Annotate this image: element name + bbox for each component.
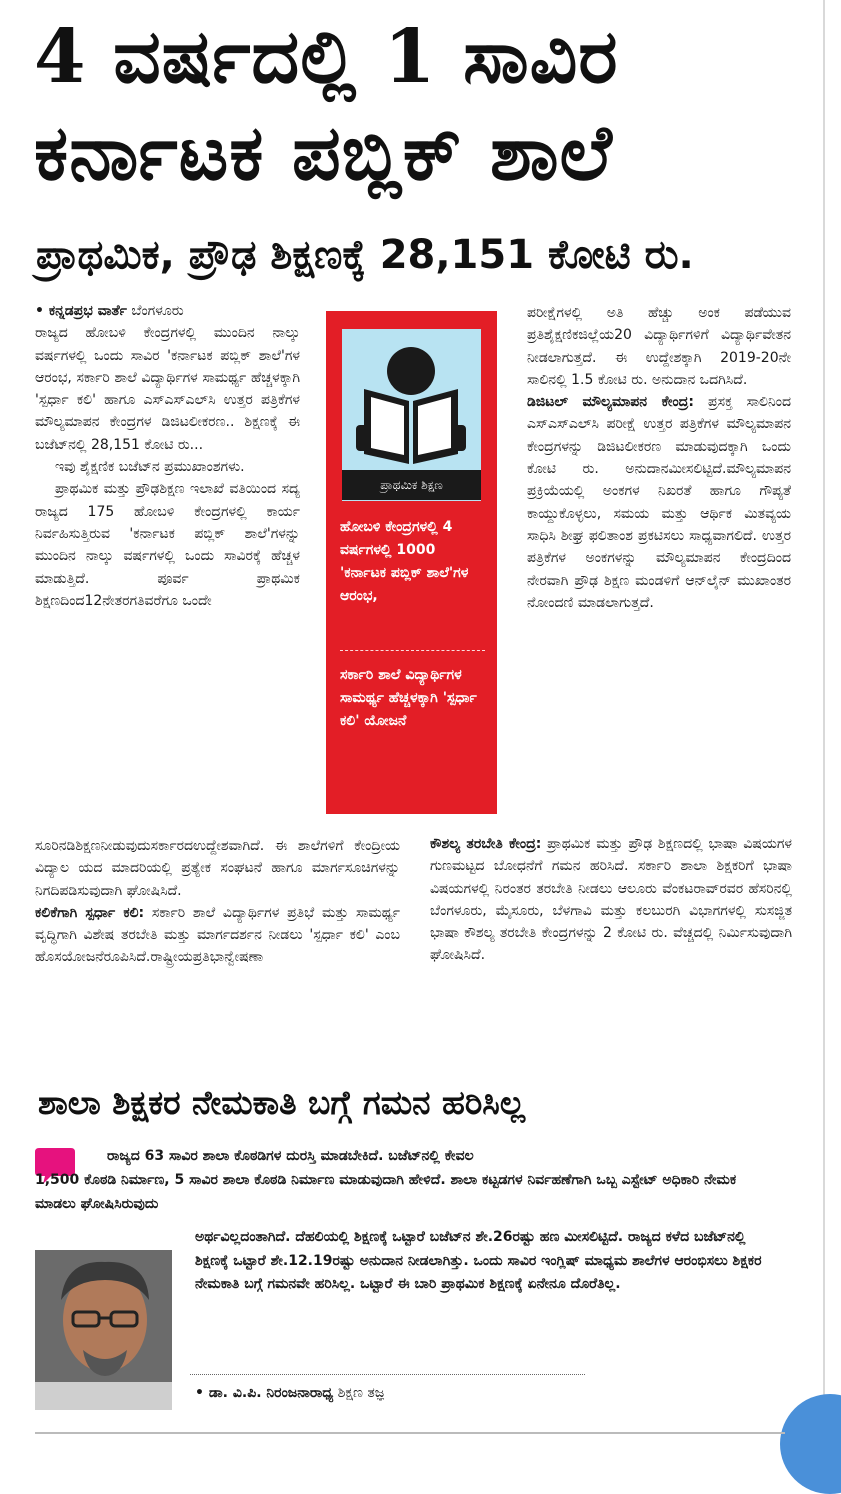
- headline-line-1: 4 ವರ್ಷದಲ್ಲಿ 1 ಸಾವಿರ: [34, 14, 619, 100]
- byline-place: ಬೆಂಗಳೂರು: [131, 303, 184, 319]
- article-column-1: [35, 300, 300, 612]
- paragraph: ಇವು ಶೈಕ್ಷಣಿಕ ಬಜೆಟ್‌ನ ಪ್ರಮುಖಾಂಶಗಳು.: [55, 459, 245, 476]
- highlight-point-2: ಸರ್ಕಾರಿ ಶಾಲೆ ವಿದ್ಯಾರ್ಥಿಗಳ ಸಾಮರ್ಥ್ಯ ಹೆಚ್ಚಳಕ್ಕಾಗಿ 'ಸ್ಪರ್ಧಾ ಕಲಿ' ಯೋಜನೆ: [340, 667, 477, 729]
- author-name: • ಡಾ. ವಿ.ಪಿ. ನಿರಂಜನಾರಾಧ್ಯ: [195, 1385, 334, 1401]
- subhead-digital-evaluation: ಡಿಜಿಟಲ್ ಮೌಲ್ಯಮಾಪನ ಕೇಂದ್ರ:: [527, 394, 694, 411]
- article-column-3: [527, 302, 791, 614]
- byline-source: • ಕನ್ನಡಪ್ರಭ ವಾರ್ತೆ: [35, 303, 127, 319]
- paragraph: ಪ್ರಾಥಮಿಕ ಮತ್ತು ಪ್ರೌಢಶಿಕ್ಷಣ ಇಲಾಖೆ ವತಿಯಿಂದ ಸದ್ಯ ರಾಜ್ಯದ 175 ಹೋಬಳಿ ಕೇಂದ್ರಗಳಲ್ಲಿ ಕಾರ್ಯ ನಿರ್ವಹಿಸುತ್ತಿರುವ 'ಕರ್ನಾಟಕ ಪಬ್ಲಿಕ್ ಶಾಲೆ'ಗಳನ್ನು ಮುಂದಿನ ನಾಲ್ಕು ವರ್ಷಗಳಲ್ಲಿ ಒಂದು ಸಾವಿರಕ್ಕೆ ಹೆಚ್ಚಳ ಮಾಡುತ್ತಿದೆ. ಪೂರ್ವ ಪ್ರಾಥಮಿಕ ಶಿಕ್ಷಣದಿಂದ12ನೇತರಗತಿವರೆಗೂ ಒಂದೇ: [35, 481, 300, 609]
- opinion-line-1: ರಾಜ್ಯದ 63 ಸಾವಿರ ಶಾಲಾ ಕೊಠಡಿಗಳ ದುರಸ್ತಿ ಮಾಡಬೇಕಿದೆ. ಬಜೆಟ್‌ನಲ್ಲಿ ಕೇವಲ: [107, 1148, 474, 1164]
- bottom-rule: [35, 1432, 785, 1434]
- subhead-spardha-kali: ಕಲಿಕೆಗಾಗಿ ಸ್ಪರ್ಧಾ ಕಲಿ:: [35, 904, 145, 921]
- opinion-byline: [195, 1385, 384, 1401]
- portrait-image: [35, 1250, 172, 1410]
- opinion-title: ಶಾಲಾ ಶಿಕ್ಷಕರ ನೇಮಕಾತಿ ಬಗ್ಗೆ ಗಮನ ಹರಿಸಿಲ್ಲ: [38, 1083, 526, 1122]
- subhead-skill-centre: ಕೌಶಲ್ಯ ತರಬೇತಿ ಕೇಂದ್ರ:: [430, 836, 542, 852]
- paragraph: ಕಲಿಕೆಗಾಗಿ ಸ್ಪರ್ಧಾ ಕಲಿ: ಸರ್ಕಾರಿ ಶಾಲೆ ವಿದ್ಯಾರ್ಥಿಗಳ ಪ್ರತಿಭೆ ಮತ್ತು ಸಾಮರ್ಥ್ಯ ವೃದ್ಧಿಗಾಗಿ ವಿಶೇಷ ತರಬೇತಿ ಮತ್ತು ಮಾರ್ಗದರ್ಶನ ನೀಡಲು 'ಸ್ಪರ್ಧಾ ಕಲಿ' ಎಂಬ ಹೊಸಯೋಜನೆರೂಪಿಸಿದೆ.ರಾಷ್ಟ್ರೀಯಪ್ರತಿಭಾನ್ವೇಷಣಾ: [35, 904, 400, 966]
- paragraph: ಸೂರಿನಡಿಶಿಕ್ಷಣನೀಡುವುದುಸರ್ಕಾರದಉದ್ದೇಶವಾಗಿದೆ. ಈ ಶಾಲೆಗಳಿಗೆ ಕೇಂದ್ರೀಯ ವಿದ್ಯಾಲ ಯದ ಮಾದರಿಯಲ್ಲಿ ಪ್ರತ್ಯೇಕ ಸಂಘಟನೆ ಹಾಗೂ ಮಾರ್ಗಸೂಚಿಗಳನ್ನು ನಿಗದಿಪಡಿಸುವುದಾಗಿ ಘೋಷಿಸಿದೆ.: [35, 838, 400, 899]
- divider: [340, 650, 485, 651]
- byline: [35, 300, 300, 322]
- paragraph: ಪರೀಕ್ಷೆಗಳಲ್ಲಿ ಅತಿ ಹೆಚ್ಚು ಅಂಕ ಪಡೆಯುವ ಪ್ರತಿಶೈಕ್ಷಣಿಕಜಿಲ್ಲೆಯ20 ವಿದ್ಯಾರ್ಥಿಗಳಿಗೆ ವಿದ್ಯಾರ್ಥಿವೇತನ ನೀಡಲಾಗುತ್ತದೆ. ಈ ಉದ್ದೇಶಕ್ಕಾಗಿ 2019-20ನೇ ಸಾಲಿನಲ್ಲಿ 1.5 ಕೋಟಿ ರು. ಅನುದಾನ ಒದಗಿಸಿದೆ.: [527, 305, 791, 388]
- highlight-point-1: ಹೋಬಳಿ ಕೇಂದ್ರಗಳಲ್ಲಿ 4 ವರ್ಷಗಳಲ್ಲಿ 1000 'ಕರ್ನಾಟಕ ಪಬ್ಲಿಕ್ ಶಾಲೆ'ಗಳ ಆರಂಭ,: [340, 519, 469, 604]
- corner-decoration: [780, 1394, 841, 1494]
- article-column-3-continued: [430, 833, 792, 967]
- opinion-line-2: 1,500 ಕೊಠಡಿ ನಿರ್ಮಾಣ, 5 ಸಾವಿರ ಶಾಲಾ ಕೊಠಡಿ ನಿರ್ಮಾಣ ಮಾಡುವುದಾಗಿ ಹೇಳಿದೆ. ಶಾಲಾ ಕಟ್ಟಡಗಳ ನಿರ್ವಹಣೆಗಾಗಿ ಒಬ್ಬ ಎಸ್ಟೇಟ್ ಅಧಿಕಾರಿ ನೇಮಕ ಮಾಡಲು ಘೋಷಿಸಿರುವುದು: [35, 1172, 737, 1212]
- paragraph: ಕೌಶಲ್ಯ ತರಬೇತಿ ಕೇಂದ್ರ: ಪ್ರಾಥಮಿಕ ಮತ್ತು ಪ್ರೌಢ ಶಿಕ್ಷಣದಲ್ಲಿ ಭಾಷಾ ವಿಷಯಗಳ ಗುಣಮಟ್ಟದ ಬೋಧನೆಗೆ ಗಮನ ಹರಿಸಿದೆ. ಸರ್ಕಾರಿ ಶಾಲಾ ಶಿಕ್ಷಕರಿಗೆ ಭಾಷಾ ವಿಷಯಗಳಲ್ಲಿ ನಿರಂತರ ತರಬೇತಿ ನೀಡಲು ಆಲೂರು ವೆಂಕಟರಾವ್‌ರವರ ಹೆಸರಿನಲ್ಲಿ ಬೆಂಗಳೂರು, ಮೈಸೂರು, ಬೆಳಗಾವಿ ಮತ್ತು ಕಲಬುರಗಿ ವಿಭಾಗಗಳಲ್ಲಿ ಸುಸಜ್ಜಿತ ಭಾಷಾ ಕೌಶಲ್ಯ ತರಬೇತಿ ಕೇಂದ್ರಗಳನ್ನು 2 ಕೋಟಿ ರು. ವೆಚ್ಚದಲ್ಲಿ ನಿರ್ಮಿಸುವುದಾಗಿ ಘೋಷಿಸಿದೆ.: [430, 836, 792, 964]
- article-column-1-continued: [35, 835, 400, 969]
- highlight-box: [326, 311, 497, 814]
- paragraph: ರಾಜ್ಯದ ಹೋಬಳಿ ಕೇಂದ್ರಗಳಲ್ಲಿ ಮುಂದಿನ ನಾಲ್ಕು ವರ್ಷಗಳಲ್ಲಿ ಒಂದು ಸಾವಿರ 'ಕರ್ನಾಟಕ ಪಬ್ಲಿಕ್ ಶಾಲೆ'ಗಳ ಆರಂಭ, ಸರ್ಕಾರಿ ಶಾಲೆ ವಿದ್ಯಾರ್ಥಿಗಳ ಸಾಮರ್ಥ್ಯ ಹೆಚ್ಚಳಕ್ಕಾಗಿ 'ಸ್ಪರ್ಧಾ ಕಲಿ' ಹಾಗೂ ಎಸ್ಎಸ್ಎಲ್‌ಸಿ ಉತ್ತರ ಪತ್ರಿಕೆಗಳ ಮೌಲ್ಯಮಾಪನ ಕೇಂದ್ರಗಳ ಡಿಜಿಟಲೀಕರಣ.. ಶಿಕ್ಷಣಕ್ಕೆ ಈ ಬಜೆಟ್‌ನಲ್ಲಿ 28,151 ಕೋಟಿ ರು...: [35, 325, 300, 453]
- opinion-line-3: ಅರ್ಥವಿಲ್ಲದಂತಾಗಿದೆ. ದೆಹಲಿಯಲ್ಲಿ ಶಿಕ್ಷಣಕ್ಕೆ ಒಟ್ಟಾರೆ ಬಜೆಟ್‌ನ ಶೇ.26ರಷ್ಟು ಹಣ ಮೀಸಲಿಟ್ಟಿದೆ. ರಾಜ್ಯದ ಕಳೆದ ಬಜೆಟ್‌ನಲ್ಲಿ ಶಿಕ್ಷಣಕ್ಕೆ ಒಟ್ಟಾರೆ ಶೇ.12.19ರಷ್ಟು ಅನುದಾನ ನೀಡಲಾಗಿತ್ತು. ಒಂದು ಸಾವಿರ ಇಂಗ್ಲಿಷ್ ಮಾಧ್ಯಮ ಶಾಲೆಗಳ ಆರಂಭಿಸಲು ಶಿಕ್ಷಕರ ನೇಮಕಾತಿ ಬಗ್ಗೆ ಗಮನವೇ ಹರಿಸಿಲ್ಲ. ಒಟ್ಟಾರೆ ಈ ಬಾರಿ ಪ್ರಾಥಮಿಕ ಶಿಕ್ಷಣಕ್ಕೆ ಏನೇನೂ ದೊರೆತಿಲ್ಲ.: [195, 1229, 762, 1293]
- page-edge-rule: [823, 0, 825, 1439]
- author-role: ಶಿಕ್ಷಣ ತಜ್ಞ: [337, 1385, 385, 1401]
- subheadline: ಪ್ರಾಥಮಿಕ, ಪ್ರೌಢ ಶಿಕ್ಷಣಕ್ಕೆ 28,151 ಕೋಟಿ ರು.: [36, 232, 694, 278]
- reading-person-icon: [342, 329, 481, 470]
- headline-line-2: ಕರ್ನಾಟಕ ಪಬ್ಲಿಕ್ ಶಾಲೆ: [34, 108, 613, 197]
- author-photo: [35, 1250, 172, 1410]
- divider: [190, 1374, 585, 1375]
- icon-label: ಪ್ರಾಥಮಿಕ ಶಿಕ್ಷಣ: [342, 470, 481, 500]
- paragraph: ಡಿಜಿಟಲ್ ಮೌಲ್ಯಮಾಪನ ಕೇಂದ್ರ: ಪ್ರಸಕ್ತ ಸಾಲಿನಿಂದ ಎಸ್ಎಸ್ಎಲ್‌ಸಿ ಪರೀಕ್ಷೆ ಉತ್ತರ ಪತ್ರಿಕೆಗಳ ಮೌಲ್ಯಮಾಪನ ಕೇಂದ್ರಗಳನ್ನು ಡಿಜಿಟಲೀಕರಣ ಮಾಡುವುದಕ್ಕಾಗಿ ಒಂದು ಕೋಟಿ ರು. ಅನುದಾನಮೀಸಲಿಟ್ಟಿದೆ.ಮೌಲ್ಯಮಾಪನ ಪ್ರಕ್ರಿಯೆಯಲ್ಲಿ ಅಂಕಗಳ ನಿಖರತೆ ಹಾಗೂ ಗೌಪ್ಯತೆ ಕಾಯ್ದುಕೊಳ್ಳಲು, ಸಮಯ ಮತ್ತು ಆರ್ಥಿಕ ಮಿತವ್ಯಯ ಸಾಧಿಸಿ ಶೀಘ್ರ ಫಲಿತಾಂಶ ಪ್ರಕಟಿಸಲು ಸಾಧ್ಯವಾಗಲಿದೆ. ಉತ್ತರ ಪತ್ರಿಕೆಗಳ ಅಂಕಗಳನ್ನು ಮೌಲ್ಯಮಾಪನ ಕೇಂದ್ರದಿಂದ ನೇರವಾಗಿ ಪ್ರೌಢ ಶಿಕ್ಷಣ ಮಂಡಳಿಗೆ ಆನ್‌ಲೈನ್ ಮುಖಾಂತರ ನೋಂದಣಿ ಮಾಡಲಾಗುತ್ತದೆ.: [527, 394, 791, 611]
